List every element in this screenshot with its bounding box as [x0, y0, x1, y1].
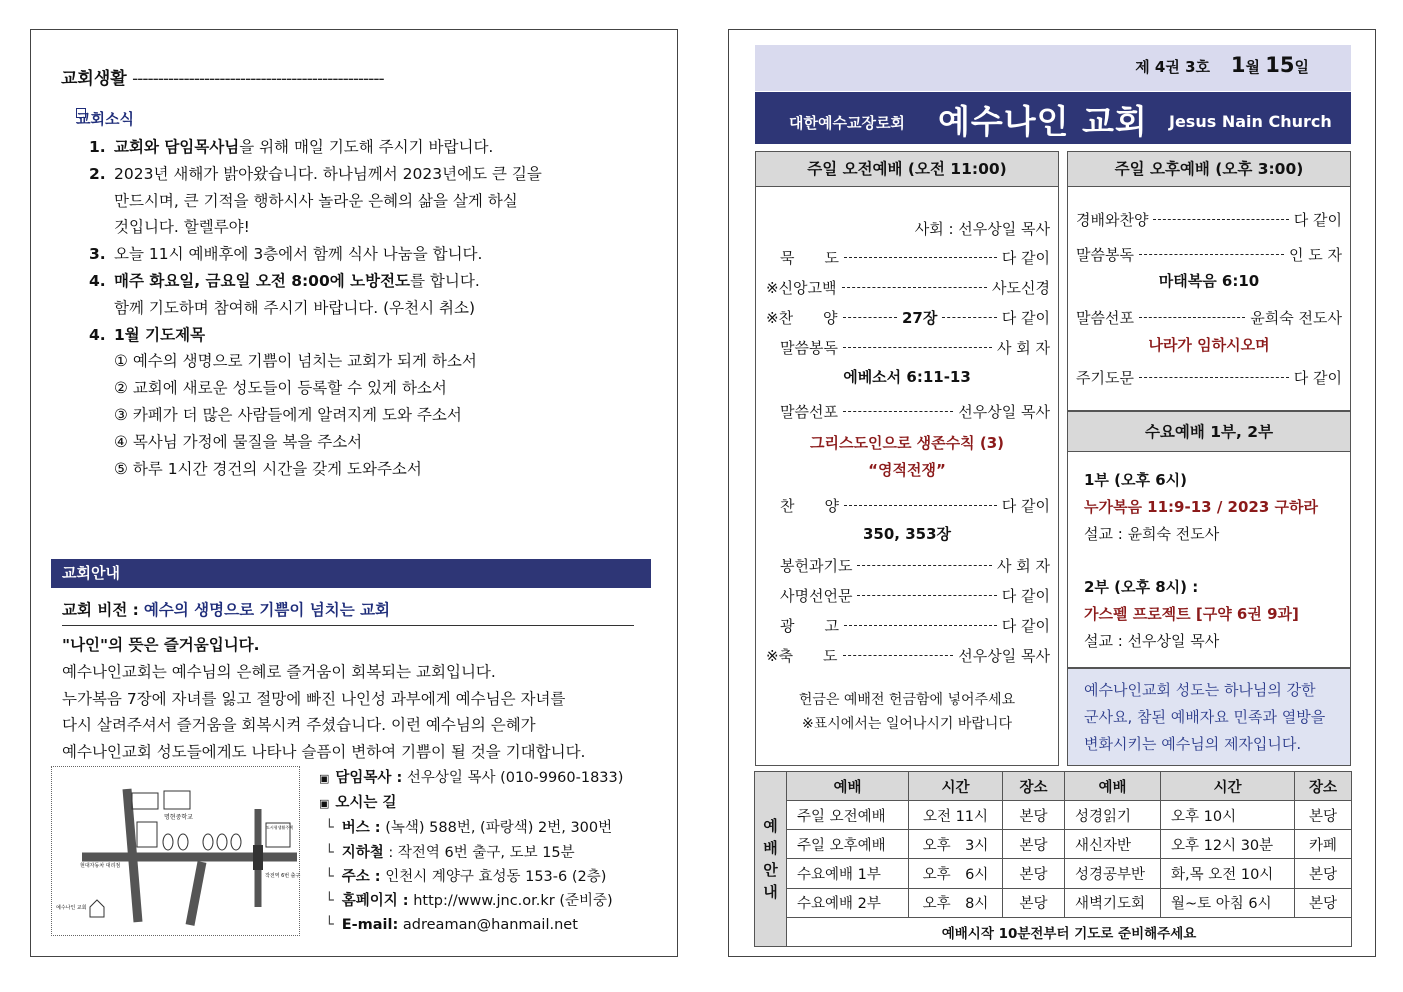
- corner-icon: └: [325, 820, 334, 837]
- order-row: 찬 양 다 같이: [780, 497, 1050, 515]
- table-row: 수요예배 1부 오후 6시 본당 성경공부반 화,목 오전 10시 본당: [755, 859, 1352, 888]
- order-row: 봉헌과기도 사 회 자: [780, 557, 1050, 575]
- church-life-title: 교회생활 -------------------------------------------------: [61, 69, 384, 89]
- email-link[interactable]: adreaman@hanmail.net: [402, 917, 578, 934]
- afternoon-sermon: 나라가 임하시오며: [1148, 336, 1270, 354]
- order-row: 말씀봉독 사 회 자: [780, 339, 1050, 357]
- nain-meaning: "나인"의 뜻은 즐거움입니다. 예수나인교회는 예수님의 은혜로 즐거움이 회복되는 교회입니다. 누가복음 7장에 자녀를 잃고 절망에 빠진 나인성 과부에게 예수님은 자녀를 다시 살려주셔서 즐거움을 회복시켜 주셨습니다. 이런 예수님의 은혜가 예수나인교회 성도들에게도 나타나 슬픔이 변하여 기쁨이 될 것을 기대합니다.: [62, 636, 586, 762]
- scripture-reading: 에베소서 6:11-13: [843, 368, 971, 386]
- square-bullet-icon: ▣: [319, 797, 330, 811]
- prayer-item: ② 교회에 새로운 성도들이 등록할 수 있게 하소서: [114, 379, 447, 398]
- church-motto: 예수나인교회 성도는 하나님의 강한 군사요, 참된 예배자요 민족과 열방을 변화시키는 예수님의 제자입니다.: [1067, 668, 1351, 766]
- map-hyundai-label: 현대자동차 대리점: [80, 863, 121, 869]
- afternoon-reading: 마태복음 6:10: [1158, 272, 1260, 290]
- order-row: ※축 도 선우상일 목사: [766, 647, 1050, 665]
- wednesday-service-title: 수요예배 1부, 2부: [1068, 412, 1350, 452]
- sermon-title: 그리스도인으로 생존수칙 (3): [810, 434, 1004, 452]
- homepage-link[interactable]: http://www.jnc.or.kr (준비중): [413, 893, 613, 910]
- offering-note: 헌금은 예배전 헌금함에 넣어주세요: [798, 692, 1016, 708]
- right-page: [728, 29, 1376, 957]
- map-drawing: [52, 767, 301, 937]
- wednesday-details: 1부 (오후 6시) 누가복음 11:9-13 / 2023 구하라 설교 : 윤희숙 전도사 2부 (오후 8시) : 가스펠 프로젝트 [구약 6권 9과] 설교 : 선우상일 목사: [1084, 471, 1318, 650]
- issue-header: [755, 45, 1351, 91]
- news-item: 4. 매주 화요일, 금요일 오전 8:00에 노방전도를 합니다. 함께 기도하며 참여해 주시기 바랍니다. (우천시 취소): [89, 271, 480, 317]
- square-bullet-icon: ▣: [319, 772, 330, 785]
- prayer-item: ⑤ 하루 1시간 경건의 시간을 갖게 도와주소서: [114, 459, 422, 478]
- location-map: [51, 766, 300, 936]
- order-row: 광 고 다 같이: [780, 617, 1050, 635]
- prayer-item: ④ 목사님 가정에 물질을 복을 주소서: [114, 432, 363, 451]
- table-row: 주일 오후예배 오후 3시 본당 새신자반 오후 12시 30분 카페: [755, 830, 1352, 859]
- church-name-english: Jesus Nain Church: [1169, 112, 1332, 131]
- left-page: [30, 29, 678, 957]
- corner-icon: └: [325, 868, 334, 885]
- morning-service-title: 주일 오전예배 (오전 11:00): [756, 152, 1058, 187]
- table-header-row: 예 배 안 내 예배 시간 장소 예배 시간 장소: [755, 772, 1352, 801]
- prayer-item: ① 예수의 생명으로 기쁨이 넘치는 교회가 되게 하소서: [114, 352, 477, 371]
- order-row: 경배와찬양 다 같이: [1076, 211, 1342, 229]
- church-name: 예수나인 교회: [938, 102, 1148, 141]
- map-church-label: 예수나인 교회: [56, 905, 87, 911]
- denomination: 대한예수교장로회: [789, 114, 905, 132]
- map-school-label: 명현중학교: [164, 814, 193, 821]
- sermon-subtitle: “영적전쟁”: [868, 461, 946, 479]
- news-item: 3. 오늘 11시 예배후에 3층에서 함께 식사 나눔을 합니다.: [89, 245, 483, 264]
- morning-service-box: [755, 151, 1059, 766]
- prayer-item: ③ 카페가 더 많은 사람들에게 알려지게 도와 주소서: [114, 405, 462, 424]
- church-title-bar: [755, 92, 1351, 144]
- contact-info: ▣ 담임목사 : 선우상일 목사 (010-9960-1833) ▣ 오시는 길 └ 버스 : (녹색) 588번, (파랑색) 2번, 300번 └ 지하철 : 작전역 6번 출구, 도보 15분 └ 주소 : 인천시 계양구 효성동 153-6 (2층) └ 홈페이지 : http://www.jnc.or.kr (준비중) └ E-mail: adreaman@hanmail.net: [319, 770, 624, 934]
- corner-icon: └: [325, 844, 334, 861]
- standing-note: ※표시에서는 일어나시기 바랍니다: [802, 716, 1012, 732]
- corner-icon: └: [325, 893, 334, 910]
- order-row: 말씀봉독 인 도 자: [1076, 246, 1342, 264]
- wednesday-service-box: [1067, 411, 1351, 668]
- table-side-label: 예 배 안 내: [755, 772, 787, 947]
- order-row: 묵 도 다 같이: [780, 249, 1050, 267]
- church-guide-bar: 교회안내: [51, 559, 651, 588]
- checkbox-icon: [76, 108, 86, 118]
- table-footer-row: 예배시작 10분전부터 기도로 준비해주세요: [755, 917, 1352, 946]
- order-row: ※신앙고백 사도신경: [766, 279, 1050, 297]
- church-vision: 교회 비전 : 예수의 생명으로 기쁨이 넘치는 교회: [62, 598, 634, 626]
- table-row: 주일 오전예배 오전 11시 본당 성경읽기 오후 10시 본당: [755, 801, 1352, 830]
- news-item: 1. 교회와 담임목사님을 위해 매일 기도해 주시기 바랍니다.: [89, 138, 494, 156]
- afternoon-service-title: 주일 오후예배 (오후 3:00): [1068, 152, 1350, 187]
- order-row: 주기도문 다 같이: [1076, 369, 1342, 387]
- afternoon-service-box: [1067, 151, 1351, 411]
- news-item: 2. 2023년 새해가 밝아왔습니다. 하나님께서 2023년에도 큰 길을 만드시며, 큰 기적을 행하시사 놀라운 은혜의 삶을 살게 하실 것입니다. 할렐루야!: [89, 164, 542, 237]
- hymn-numbers: 350, 353장: [862, 525, 952, 543]
- corner-icon: └: [325, 917, 334, 934]
- order-row: 사명선언문 다 같이: [780, 587, 1050, 605]
- order-row: 말씀선포 윤희숙 전도사: [1076, 309, 1342, 327]
- worship-schedule-table: [754, 771, 1352, 947]
- issue-date: 제 4권 3호 1월 15일: [1135, 53, 1309, 77]
- map-building-label: 도시형생활주택: [266, 825, 294, 830]
- map-station-label: 작전역 6번 출구: [265, 873, 301, 879]
- table-row: 수요예배 2부 오후 8시 본당 새벽기도회 월~토 아침 6시 본당: [755, 888, 1352, 917]
- news-list: [89, 134, 649, 482]
- news-item: 4. 1월 기도제목: [89, 325, 206, 344]
- order-row: 말씀선포 선우상일 목사: [780, 403, 1050, 421]
- service-leader: 사회 : 선우상일 목사: [914, 220, 1050, 238]
- order-row: ※찬 양 27장 다 같이: [766, 309, 1050, 327]
- news-heading: 교회소식: [76, 110, 134, 128]
